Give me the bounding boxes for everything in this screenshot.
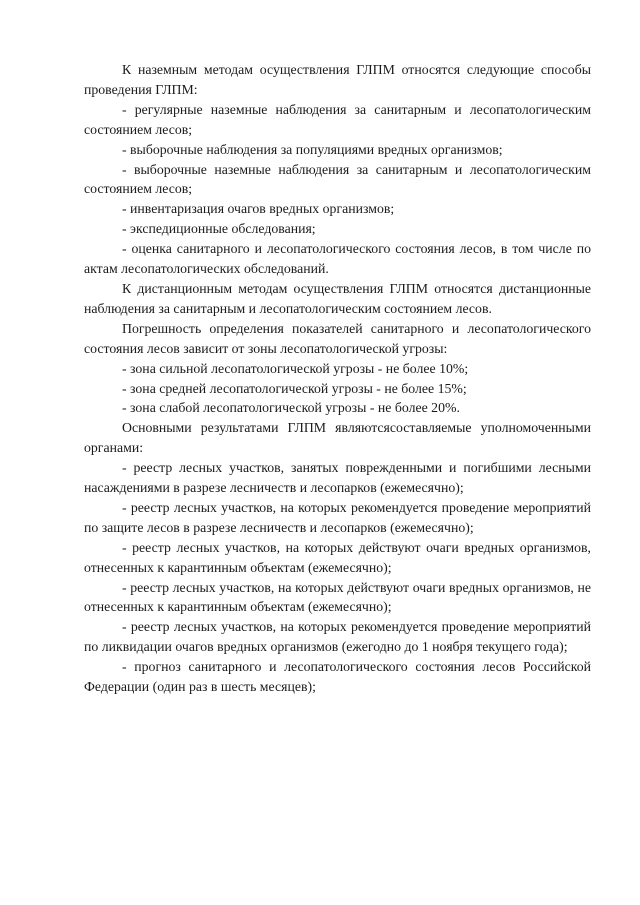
list-item-expedition-surveys: - экспедиционные обследования; [122,221,316,237]
list-item-condition-assessment: - оценка санитарного и лесопатологического состояния лесов, в том числе по актам лесопатологических обследований. [84,241,591,277]
list-item-weak-threat-zone: - зона слабой лесопатологической угрозы - не более 20%. [122,400,460,416]
list-item-medium-threat-zone: - зона средней лесопатологической угрозы - не более 15%; [122,380,467,396]
paragraph-results-intro: Основными результатами ГЛПМ являютсясоставляемые уполномоченными органами: [84,420,591,456]
list-item-forecast: - прогноз санитарного и лесопатологического состояния лесов Российской Федерации (один раз в шесть месяцев); [84,659,591,695]
list-item-register-foci-elimination: - реестр лесных участков, на которых рекомендуется проведение мероприятий по ликвидации очагов вредных организмов (ежегодно до 1 ноября текущего года); [84,619,591,655]
list-item-register-quarantine-foci: - реестр лесных участков, на которых действуют очаги вредных организмов, отнесенных к карантинным объектам (ежемесячно); [84,539,591,575]
list-item-regular-ground-observations: - регулярные наземные наблюдения за санитарным и лесопатологическим состоянием лесов; [84,101,591,137]
list-item-register-damaged-stands: - реестр лесных участков, занятых поврежденными и погибшими лесными насаждениями в разрезе лесничеств и лесопарков (ежемесячно); [84,460,591,496]
document-body [84,60,591,697]
paragraph-ground-methods-intro: К наземным методам осуществления ГЛПМ относятся следующие способы проведения ГЛПМ: [84,62,591,97]
paragraph-remote-methods: К дистанционным методам осуществления ГЛПМ относятся дистанционные наблюдения за санитарным и лесопатологическим состоянием лесов. [84,280,591,316]
paragraph-error-margin-intro: Погрешность определения показателей санитарного и лесопатологического состояния лесов зависит от зоны лесопатологической угрозы: [84,320,591,356]
list-item-register-protection-measures: - реестр лесных участков, на которых рекомендуется проведение мероприятий по защите лесов в разрезе лесничеств и лесопарков (ежемесячно); [84,499,591,535]
list-item-inventory-of-pest-foci: - инвентаризация очагов вредных организмов; [122,201,395,217]
list-item-selective-population-observations: - выборочные наблюдения за популяциями вредных организмов; [122,141,503,157]
list-item-selective-ground-observations: - выборочные наземные наблюдения за санитарным и лесопатологическим состоянием лесов; [84,161,591,197]
list-item-strong-threat-zone: - зона сильной лесопатологической угрозы - не более 10%; [122,360,469,376]
list-item-register-non-quarantine-foci: - реестр лесных участков, на которых действуют очаги вредных организмов, не отнесенных к карантинным объектам (ежемесячно); [84,579,591,615]
